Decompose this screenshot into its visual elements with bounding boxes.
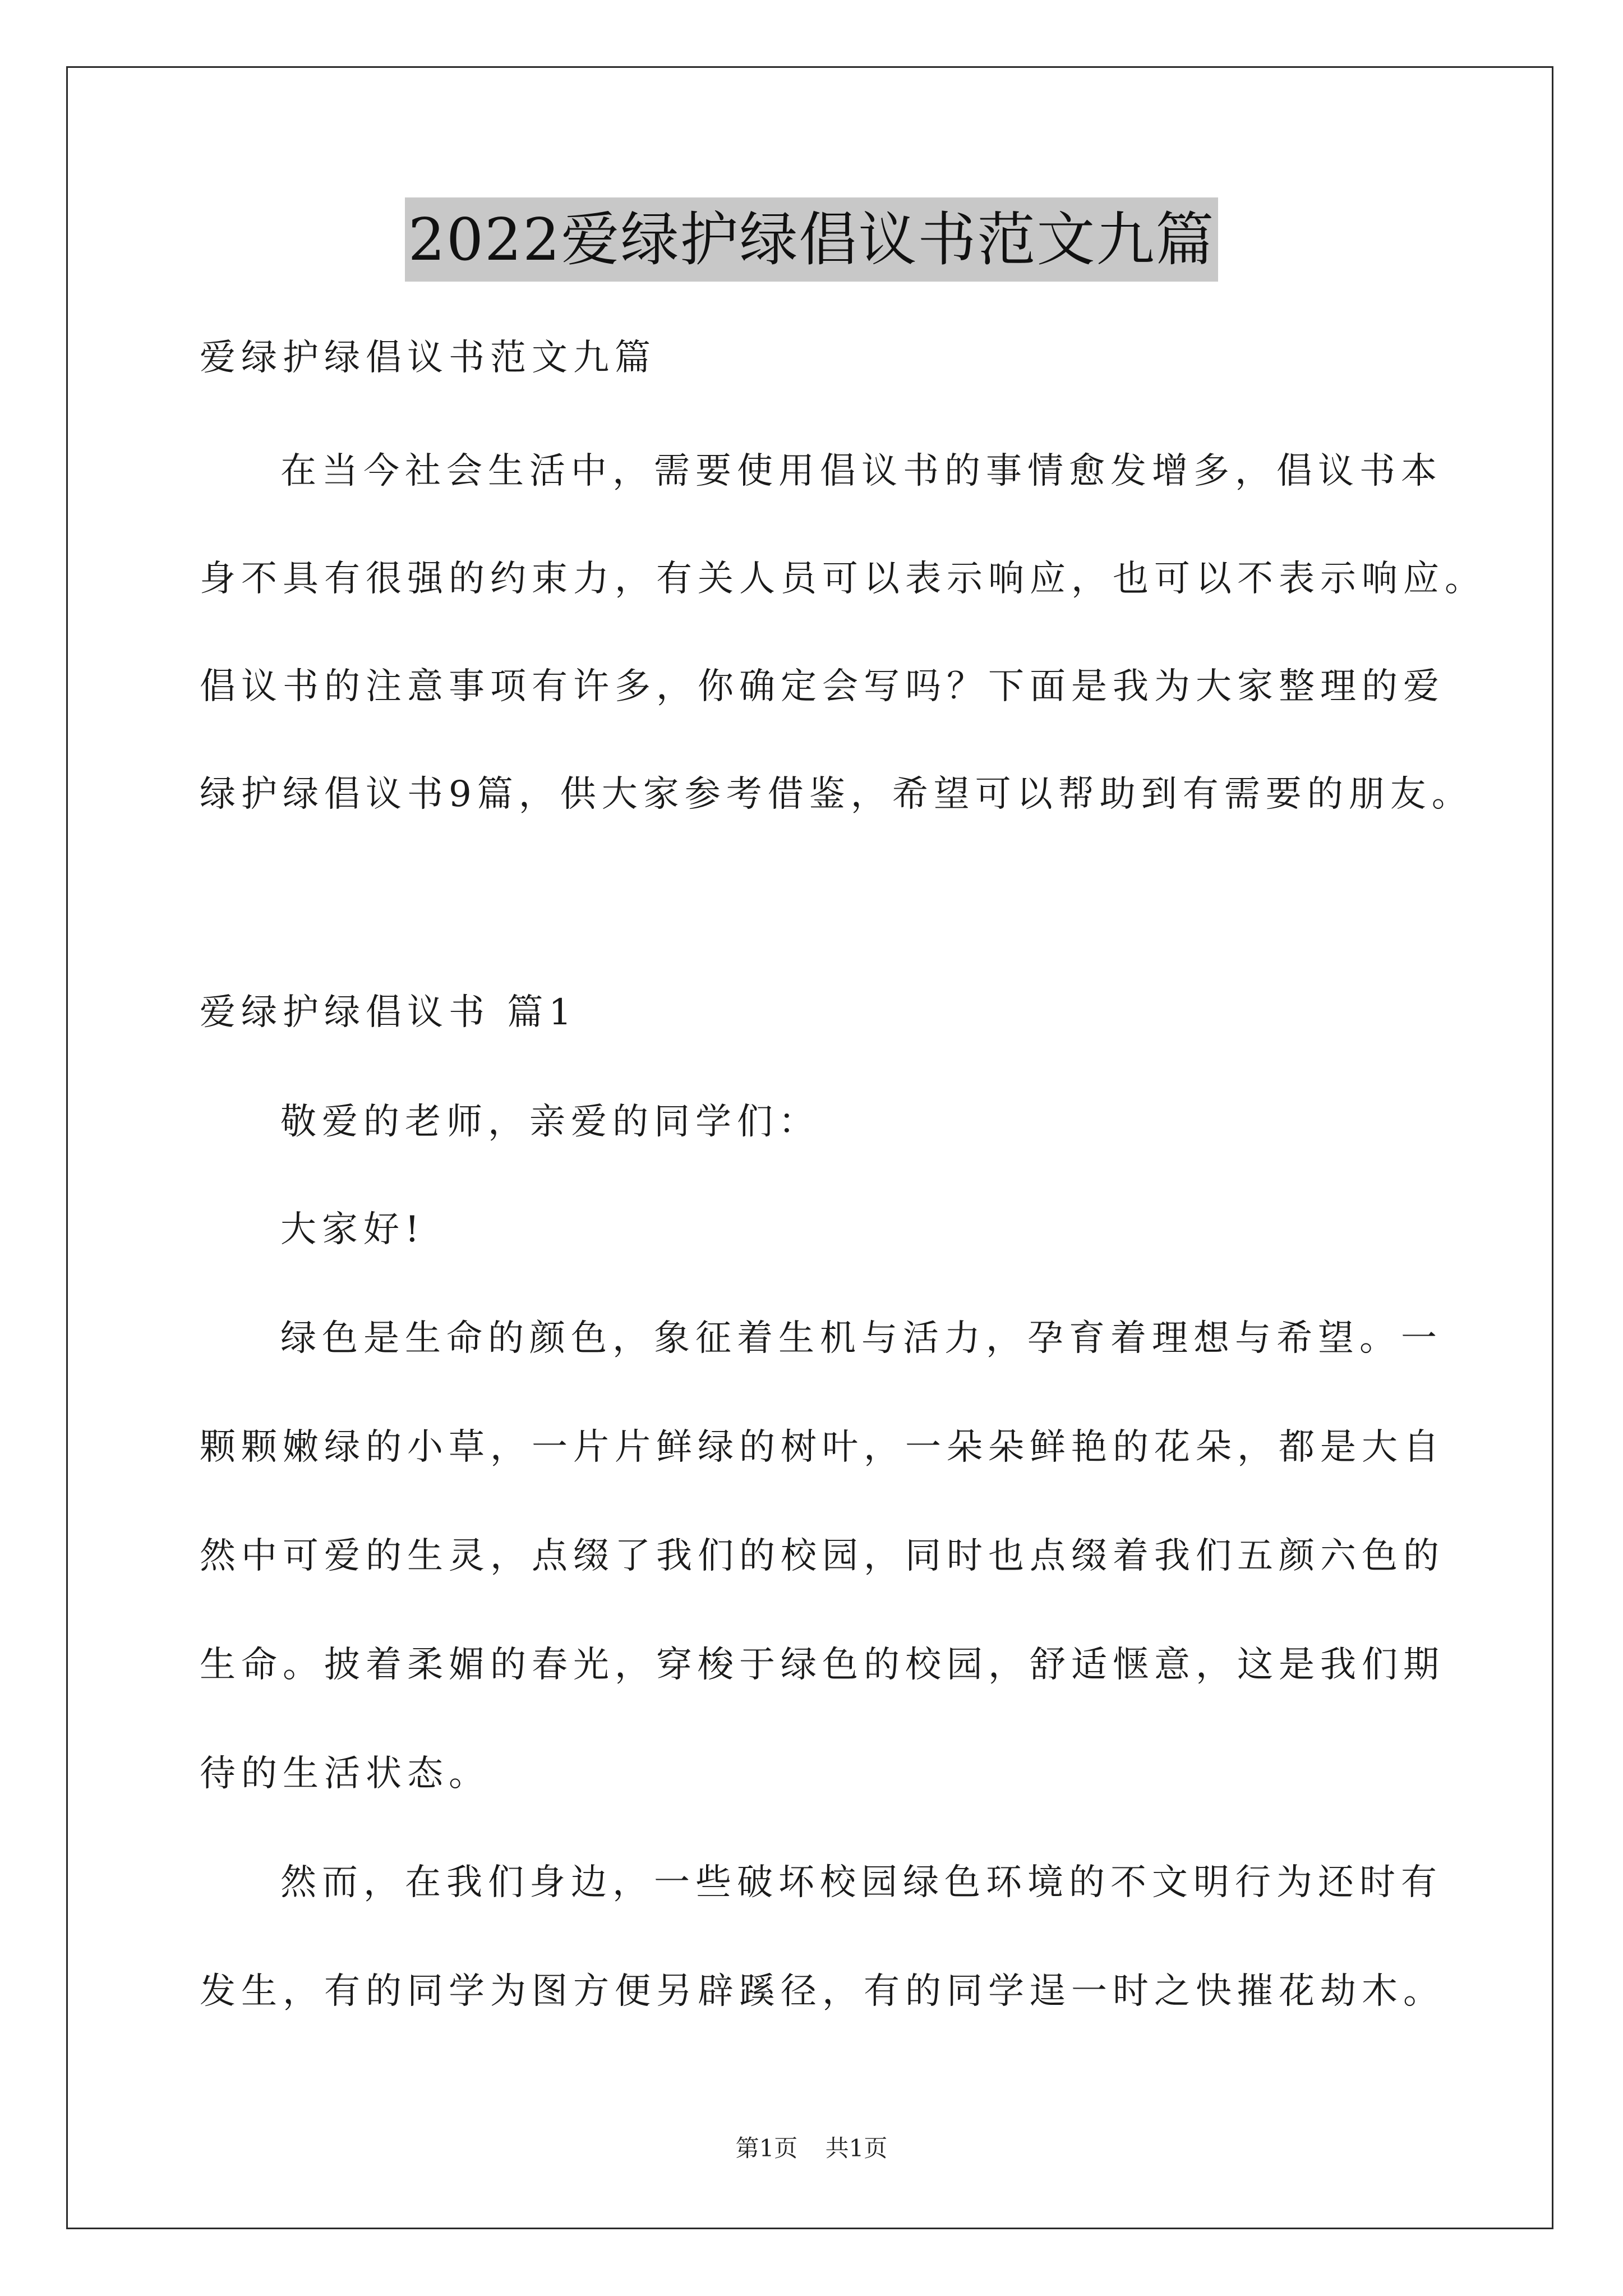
greeting: 大家好! (280, 1209, 425, 1250)
intro-line: 身不具有很强的约束力，有关人员可以表示响应，也可以不表示响应。 (200, 558, 1486, 600)
document-title: 2022爱绿护绿倡议书范文九篇 (405, 197, 1219, 282)
paragraph-line: 生命。披着柔媚的春光，穿梭于绿色的校园，舒适惬意，这是我们期 (200, 1644, 1445, 1686)
title-container (0, 197, 1623, 282)
salutation: 敬爱的老师，亲爱的同学们： (280, 1101, 820, 1143)
page-total: 共1页 (825, 2134, 888, 2162)
intro-line: 倡议书的注意事项有许多，你确定会写吗？下面是我为大家整理的爱 (200, 666, 1445, 707)
paragraph-line: 发生，有的同学为图方便另辟蹊径，有的同学逞一时之快摧花劫木。 (200, 1971, 1445, 2012)
page-number: 第1页 (735, 2134, 798, 2162)
intro-line: 绿护绿倡议书9篇，供大家参考借鉴，希望可以帮助到有需要的朋友。 (200, 774, 1473, 815)
page-footer (0, 2132, 1623, 2165)
intro-line: 在当今社会生活中，需要使用倡议书的事情愈发增多，倡议书本 (280, 450, 1442, 492)
paragraph-line: 绿色是生命的颜色，象征着生机与活力，孕育着理想与希望。一 (280, 1318, 1442, 1359)
section-heading: 爱绿护绿倡议书 篇1 (200, 992, 578, 1033)
document-subtitle: 爱绿护绿倡议书范文九篇 (200, 337, 656, 379)
paragraph-line: 颗颗嫩绿的小草，一片片鲜绿的树叶，一朵朵鲜艳的花朵，都是大自 (200, 1427, 1445, 1468)
paragraph-line: 然中可爱的生灵，点缀了我们的校园，同时也点缀着我们五颜六色的 (200, 1535, 1445, 1577)
paragraph-line: 然而，在我们身边，一些破坏校园绿色环境的不文明行为还时有 (280, 1862, 1442, 1903)
paragraph-line: 待的生活状态。 (200, 1753, 490, 1795)
